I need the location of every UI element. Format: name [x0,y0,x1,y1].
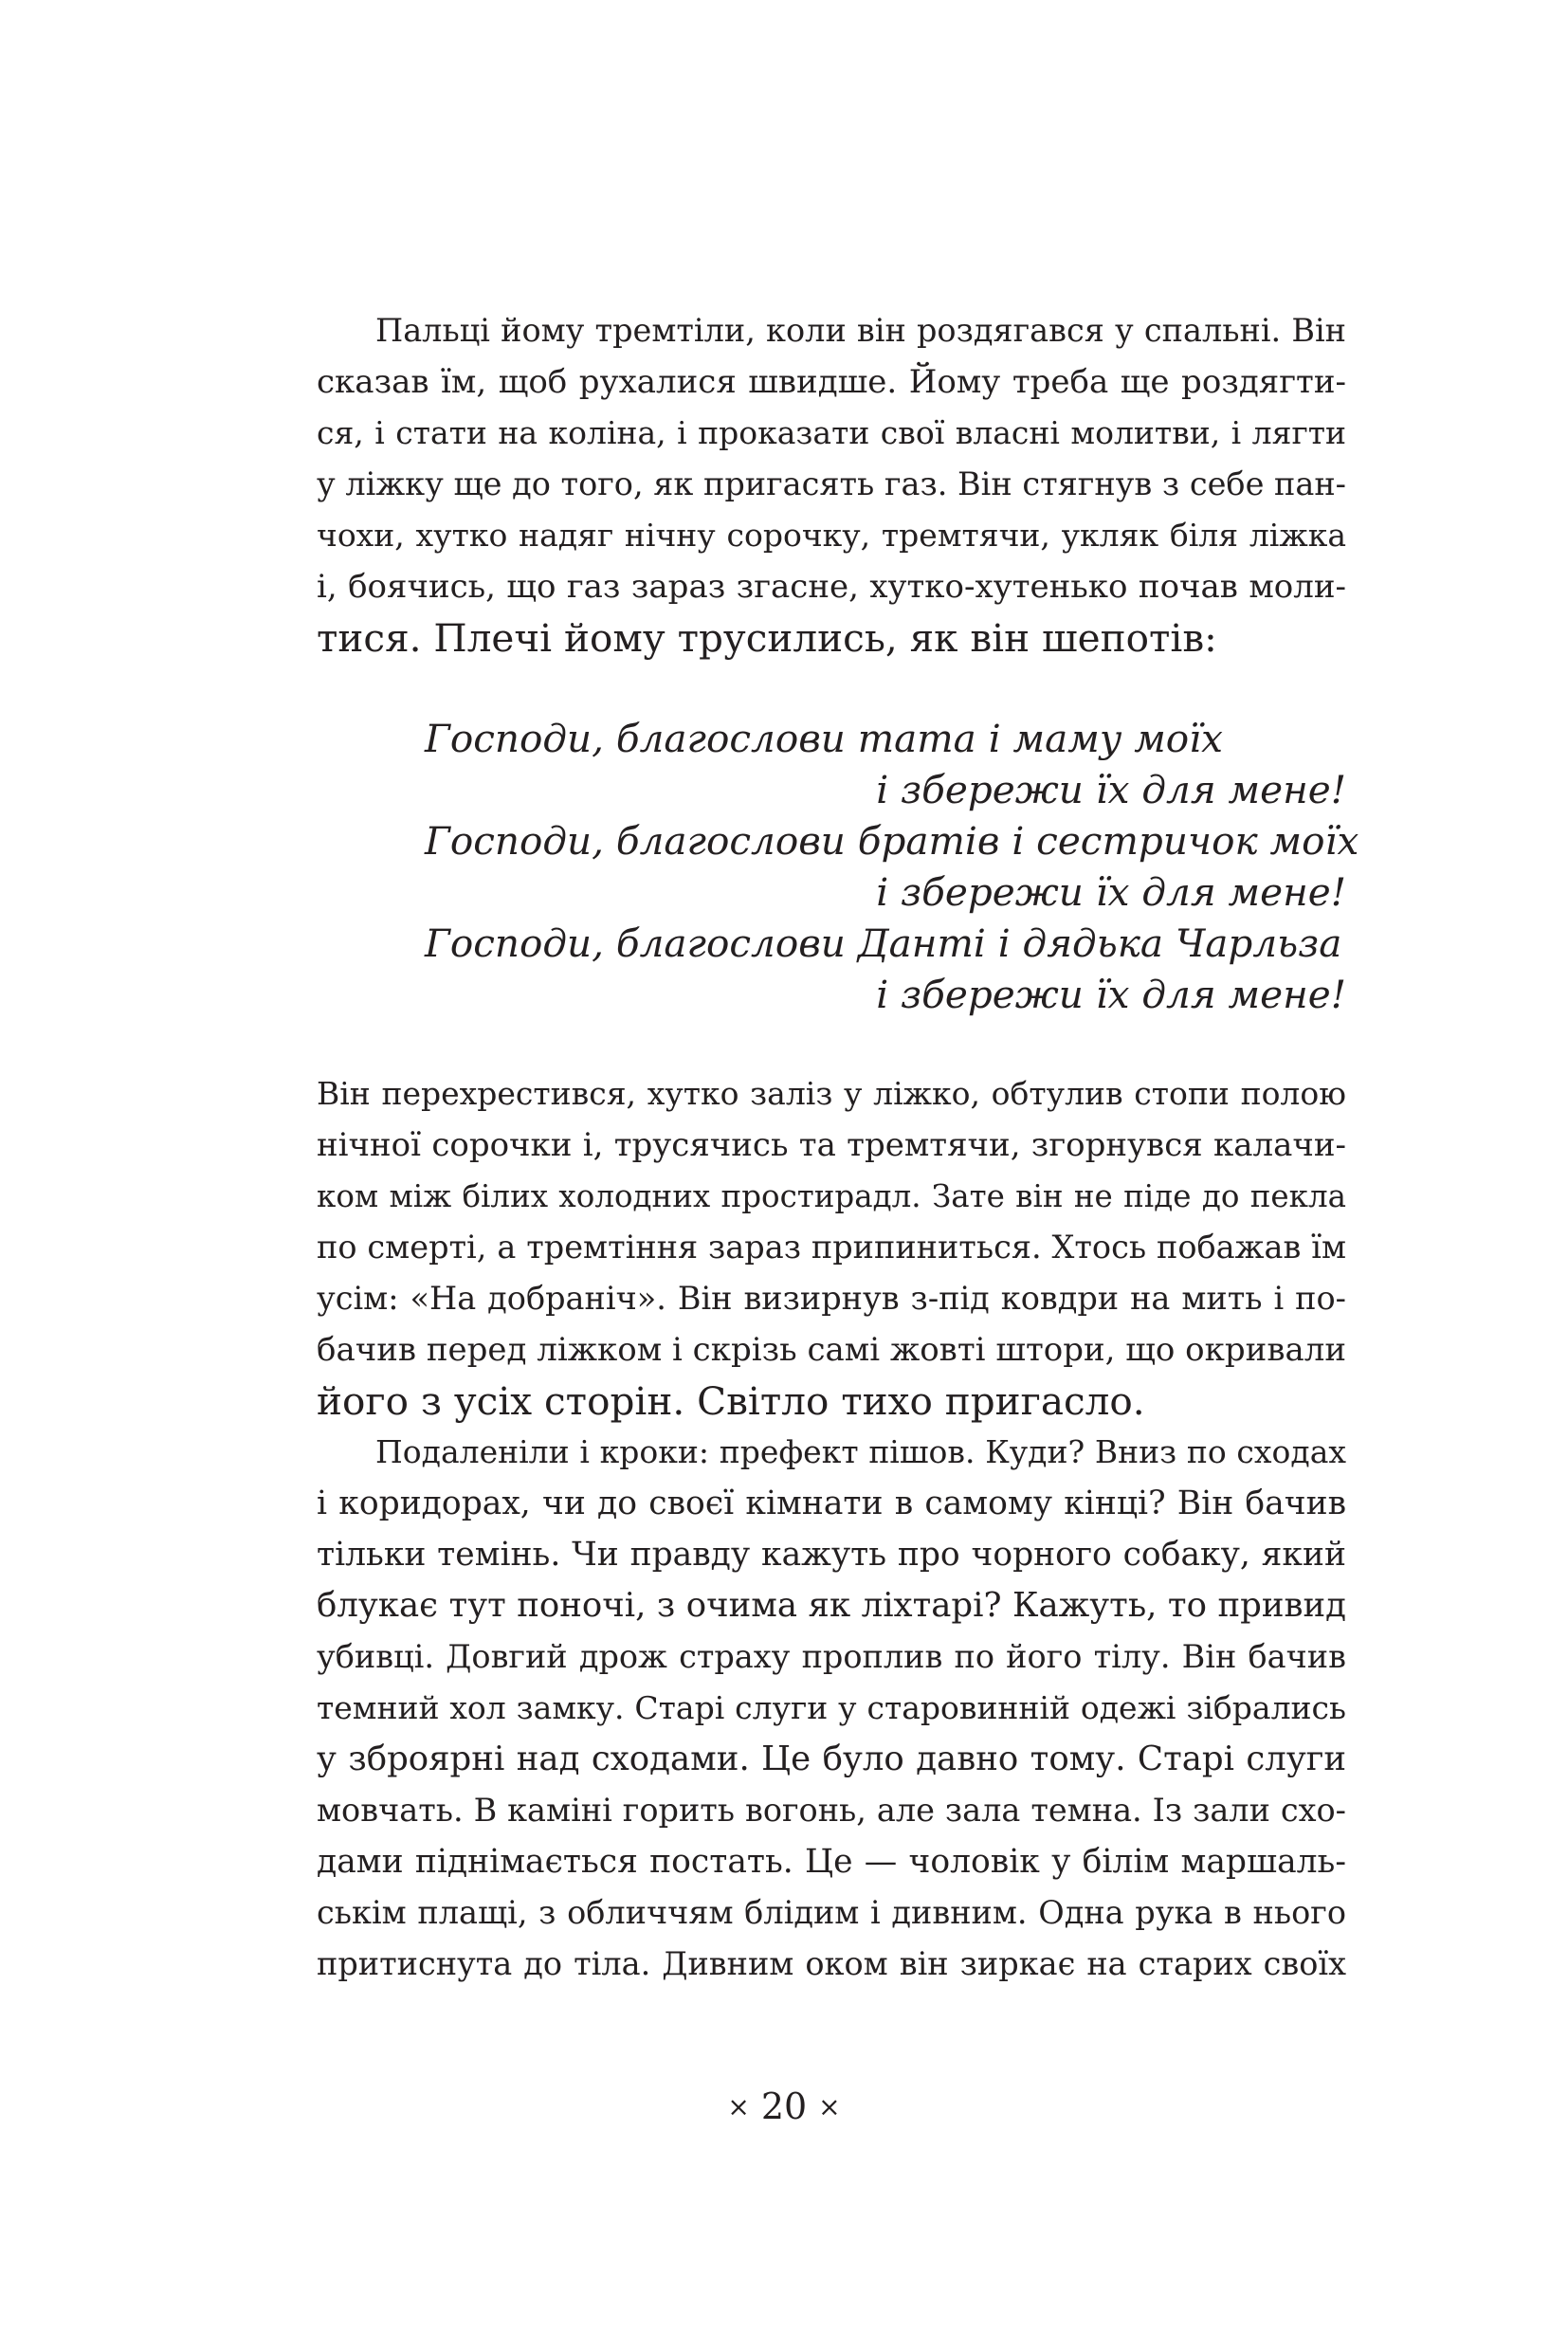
paragraph-2-line-1: Він перехрестився, хутко заліз у ліжко, обтулив стопи полою [317,1075,1346,1112]
paragraph-3-line-3: тільки темінь. Чи правду кажуть про чорного собаку, який [317,1536,1346,1574]
page-number: 20 [760,2086,808,2127]
paragraph-1-line-2: сказав їм, щоб рухалися швидше. Йому треба ще роздягти- [317,363,1346,401]
paragraph-3-line-2: і коридорах, чи до своєї кімнати в самому кінці? Він бачив [317,1485,1346,1522]
paragraph-3-line-8: мовчать. В каміні горить вогонь, але зала темна. Із зали схо- [317,1792,1346,1829]
paragraph-3-line-10: ськім плащі, з обличчям блідим і дивним. Одна рука в нього [317,1894,1346,1931]
folio-ornament-right: × [818,2091,841,2122]
paragraph-3-line-9: дами піднімається постать. Це — чоловік у білім маршаль- [317,1843,1346,1881]
paragraph-1-line-4: у ліжку ще до того, як пригасять газ. Він стягнув з себе пан- [317,465,1346,502]
paragraph-1-line-7: тися. Плечі йому трусились, як він шепотів: [317,615,1217,661]
paragraph-2-line-3: ком між білих холодних простирадл. Зате він не піде до пекла [317,1178,1346,1214]
paragraph-2-line-7: його з усіх сторін. Світло тихо пригасло. [317,1378,1145,1424]
paragraph-2-line-4: по смерті, а тремтіння зараз припиниться. Хтось побажав їм [317,1229,1346,1266]
paragraph-2-line-6: бачив перед ліжком і скрізь самі жовті штори, що окривали [317,1331,1346,1369]
paragraph-2-line-5: усім: «На добраніч». Він визирнув з-під ковдри на мить і по- [317,1280,1346,1317]
page-folio [0,2083,1568,2131]
prayer-line-3: Господи, благослови братів і сестричок моїх [425,818,1359,864]
prayer-line-6: і збережи їх для мене! [876,972,1346,1017]
prayer-line-4: і збережи їх для мене! [876,869,1346,915]
prayer-line-5: Господи, благослови Данті і дядька Чарльза [425,920,1342,966]
paragraph-3-line-6: темний хол замку. Старі слуги у старовинній одежі зібрались [317,1689,1346,1726]
paragraph-1-line-5: чохи, хутко надяг нічну сорочку, тремтячи, укляк біля ліжка [317,517,1346,554]
paragraph-2-line-2: нічної сорочки і, трусячись та тремтячи, згорнувся калачи- [317,1126,1346,1164]
paragraph-3-line-7: у зброярні над сходами. Це було давно тому. Старі слуги [317,1740,1346,1778]
paragraph-1-line-3: ся, і стати на коліна, і проказати свої власні молитви, і лягти [317,414,1346,451]
paragraph-1-line-1: Пальці йому тремтіли, коли він роздягався у спальні. Він [375,312,1346,349]
prayer-line-1: Господи, благослови тата і маму моїх [425,716,1223,761]
prayer-line-2: і збережи їх для мене! [876,767,1346,812]
paragraph-3-line-1: Подаленіли і кроки: префект пішов. Куди? Вниз по сходах [375,1433,1346,1470]
folio-ornament-left: × [727,2091,750,2122]
paragraph-3-line-5: убивці. Довгий дрож страху проплив по його тілу. Він бачив [317,1638,1346,1675]
paragraph-1-line-6: і, боячись, що газ зараз згасне, хутко-хутенько почав моли- [317,568,1346,606]
paragraph-3-line-4: блукає тут поночі, з очима як ліхтарі? Кажуть, то привид [317,1586,1346,1625]
paragraph-3-line-11: притиснута до тіла. Дивним оком він зиркає на старих своїх [317,1945,1346,1982]
